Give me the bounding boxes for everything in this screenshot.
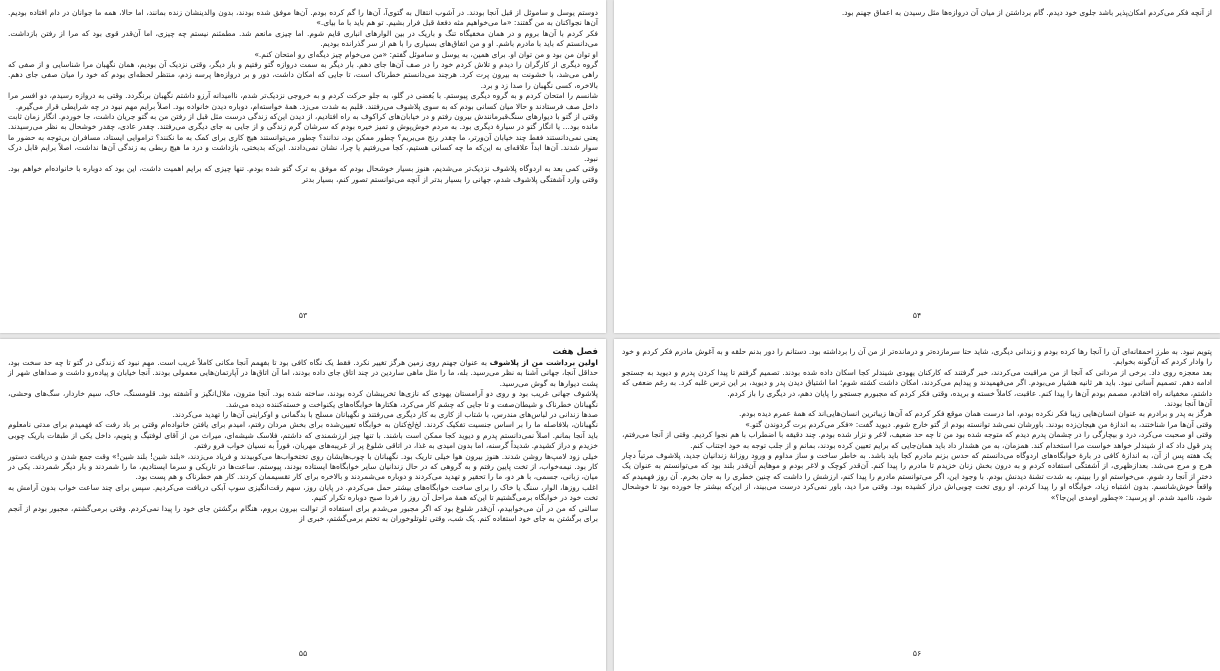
paragraph: یک هفته پس از آن، به اندازهٔ کافی در بارهٔ خوابگاه‌های اردوگاه می‌دانستم که حدس بزنم مادرم کجا باید باشد. به خاطر ساخت و ساز مداوم و ورود روزانهٔ زندانیان جدید، پلاشوف مرتباً دچار هرج و مرج می‌شد. بعدازظهری، از آشفتگی استفاده کردم و به درون بخش زنان خزیدم تا مادرم را پیدا کنم. آن‌قدر کوچک و لاغر بودم و موهایم آن‌قدر بلند بود که می‌توانستم به عنوان یک دختر از آنجا رد شوم. می‌خواستم او را ببینم، به شدت تشنهٔ دیدنش بودم. با وجود این، اگر می‌توانستم مادرم را پیدا کنم، ارزشش را داشت که چنین خطری را به جان بخرم. آن روز فهمیدم که واقعاً خوش‌شانسم. بدون اشتباه زیاد، خوابگاه او را پیدا کردم. او روی تخت چوبی‌اش دراز کشیده بود. وقتی مرا دید، باور نمی‌کرد درست می‌بیند، از این‌که بیشتر جا خورده بود تا خوشحال شود، ناامید شدم. او پرسید: «چطور اومدی این‌جا؟» bbox=[622, 451, 1212, 502]
paragraph: وقتی او صحبت می‌کرد، درد و بیچارگی را در چشمان پدرم دیدم که متوجه شده بود من تا چه حد ضعیف، لاغر و نزار شده بودم. چند دقیقه با اضطراب با هم نجوا کردیم. وقتی از آنجا می‌رفتم، پدر قول داد که از شیندلر خواهد خواست مرا استخدام کند. همزمان، به من هشدار داد باید همان‌جایی که برایم تعیین کرده بودند، بمانم و از جلب توجه به خود اجتناب کنم. bbox=[622, 430, 1212, 450]
page-text bbox=[622, 8, 1212, 18]
paragraph: پلاشوف جهانی غریب بود و روی دو آرامستان یهودی که نازی‌ها تخریبشان کرده بودند، ساخته شده بود. آنجا مترون، ملال‌انگیز و آشفته بود. قلومسنگ، خاک، سیم خاردار، سگ‌های وحشی، نگهبانان خطرناک و شیطان‌صفت و تا جایی که چشم کار می‌کرد، هکتارها خوابگاه‌های یکنواخت و خسته‌کننده دیده می‌شد. bbox=[8, 389, 598, 409]
paragraph: هرگز به پدر و برادرم به عنوان انسان‌هایی زیبا فکر نکرده بودم، اما درست همان موقع فکر کردم که آن‌ها زیباترین انسان‌هایی‌اند که همهٔ عمرم دیده بودم. bbox=[738, 409, 1212, 419]
paragraph: دوستم یوسل و ساموئل از قبل آنجا بودند. در آشوب انتقال به گتوی‌آ، آن‌ها را گم کرده بودم. آن‌ها موفق شده بودند، بدون والدینشان زنده بمانند، اما حالا، همه ما جوانان در دام افتاده بودیم. آن‌ها نجوا‌کنان به من گفتند: «ما می‌خواهیم مثه دفعهٔ قبل فرار بشیم. تو هم باید با ما بیای.» bbox=[8, 8, 598, 28]
paragraph: از آنچه فکر می‌کردم امکان‌پذیر باشد جلوی خود دیدم. گام برداشتن از میان آن دروازه‌ها مثل رسیدن به اعماق جهنم بود. bbox=[841, 8, 1212, 17]
page-54 bbox=[614, 0, 1220, 333]
paragraph: شانسم را امتحان کردم و به گروه دیگری پیوستم. با بُغضی در گلو، به جلو حرکت کردم و به خروجی نزدیک‌تر شدم، ناامیدانه آرزو داشتم نگهبان برنگردد. وقتی به دروازه رسیدم، دو افسر مرا داخل صف فرستادند و حالا میان کسانی بودم که به سوی پلاشوف می‌رفتند. قلبم به شدت می‌زد. همهٔ خواسته‌ام، دوباره دیدن خانواده بود. اصلاً برایم مهم نبود در چه شرایطی قرار می‌گیرم. bbox=[8, 91, 598, 111]
paragraph: بعد معجزه روی داد. برخی از مردانی که آنجا از من مراقبت می‌کردند، خبر گرفتند که کارکنان یهودی شیندلر کجا اسکان داده شده بودند. تصمیم گرفتم تا پیدا کردن پدرم و دیوید به جستجو ادامه دهم. تصمیم آسانی نبود. باید هر ثانیه هشیار می‌بودم. اگر می‌فهمیدند و پیدایم می‌کردند، امکان داشت کشته شوم؛ اما اشتیاق دیدن پدر و دیوید، بر این ترس غلبه کرد. به رغم ضعفی که داشتم، مخفیانه راه افتادم، مصمم بودم آن‌ها را پیدا کنم. عاقبت، کاملاً خسته و بریده، وقتی فکر کردم که مجبورم جستجو را پایان دهم، در دیگری را باز کردم. bbox=[622, 367, 1212, 398]
opening-phrase: اولین برداشت من از پلاشوف bbox=[489, 358, 598, 367]
paragraph: او توان من بود و من توان او. برای همین، به یوسل و ساموئل گفتم: «من می‌خوام چیز دیگه‌ای رو امتحان کنم.» bbox=[254, 49, 598, 59]
paragraph: گروه دیگری از کارگران را دیدم و تلاش کردم خود را در صف آن‌ها جای دهم. بار دیگر به سمت دروازه گتو رفتیم و بار دیگر، وقتی نزدیک آن بودیم، همان نگهبان مرا شناسایی و از صفی که راهی می‌شد، با خشونت به بیرون پرت کرد. هرچند می‌دانستم خطرناک است، تا جایی که امکان داشت، دور و بر دروازه‌ها پرسه زدم، منتظر لحظه‌ای بودم که خود را میان صفی جای دهم. بالاخره، کسی نگهبان را صدا زد و برد. bbox=[8, 60, 598, 90]
paragraph: خیلی زود لامپ‌ها روشن شدند. هنوز بیرون هوا خیلی تاریک بود. نگهبانان با چوب‌هایشان روی تختخواب‌ها می‌کوبیدند و فریاد می‌زدند، «بلند شین! بلند شین!» وقت جمع شدن و دریافت دستور کار بود. نیمه‌خواب، از تخت پایین رفتم و به گروهی که در حال زندانیان سایر خوابگاه‌ها ایستاده بودند، پیوستم. ساعت‌ها در تاریکی و سرما ایستادیم، ما را شمردند و بار دیگر شمردند. یکی در میان، زبانی، جسمی، با هر دو، ما را تحقیر و تهدید می‌کردند و دوباره می‌شمردند و بالاخره برای کار تقسیممان کردند. کار هم خطرناک و هم پست بود. bbox=[8, 451, 598, 482]
page-text bbox=[8, 8, 598, 185]
page-55 bbox=[0, 339, 606, 671]
page-number: ۵۳ bbox=[298, 311, 308, 320]
paragraph: سالنی که من در آن می‌خوابیدم، آن‌قدر شلوغ بود که اگر مجبور می‌شدم برای استفاده از توالت بیرون بروم، هنگام برگشتن جای خود را پیدا نمی‌کردم. وقتی برمی‌گشتم، مجبور بودم از آنجم برای برگشتن به جای خود استفاده کنم. یک شب، وقتی تلوتلوخوران به تختم برمی‌گشتم، خبری از bbox=[8, 503, 598, 524]
paragraph: وقتی از گتو با دیوارهای سنگ‌قبرمانندش بیرون رفتم و در خیابان‌های کراکوف به راه افتادیم، از دیدن این‌که زندگی درست مثل قبل از رفتن من به گتو جریان داشت، جا خوردم. انگار زمان ثابت مانده بود... یا انگار گتو در سیارهٔ دیگری بود. به مردم خوش‌پوش و تمیز خیره بودم که سرشان گرم زندگی و از جایی به جای دیگری می‌رفتند. چقدر عادی، چقدر خوشحال به نظر می‌رسیدند. یعنی نمی‌دانستند فقط چند خیابان آن‌ورتر، ما چقدر رنج می‌بریم؟ چطور ممکن بود، ندانند؟ چطور می‌توانستند هیچ کاری برای کمک به ما نکنند؟ تراموایی ایستاد، مسافران بی‌توجه به حضور ما سوار شدند. آن‌ها ابداً علاقه‌ای به این‌که ما چه کسانی هستیم، کجا می‌رفتیم یا چرا، نشان نمی‌دادند. این‌که بدبختی، بازداشت و درد ما هیچ ربطی به زندگی آن‌ها نداشت، اصلاً برایم قابل درک نبود. bbox=[8, 112, 598, 163]
page-number: ۵۶ bbox=[912, 649, 922, 658]
page-53 bbox=[0, 0, 606, 333]
page-number: ۵۵ bbox=[298, 649, 308, 658]
page-text bbox=[622, 347, 1212, 503]
opening-text: به عنوان جهنم روی زمین هرگز تغییر نکرد. فقط یک نگاه کافی بود تا بفهمم آنجا مکانی کاملاً غریب است. مهم نبود که زندگی در گتو تا چه حد سخت بود، حداقل آنجا، جهانی آشنا به نظر می‌رسید. بله، ما را مثل ماهی ساردین در چند اتاق جای داده بودند، اما آن اتاق‌ها در آپارتمان‌هایی معمولی بودند. آنجا خیابان و پیاده‌رو داشت و صداهای شهر از پشت دیوارها به گوش می‌رسید. bbox=[8, 358, 598, 388]
paragraph: آن‌ها آنجا بودند. bbox=[1164, 399, 1212, 409]
chapter-heading: فصل هفت bbox=[552, 347, 598, 357]
paragraph: فکر کردم با آن‌ها بروم و در همان مخفیگاه تنگ و باریک در بین الوارهای انباری قایم شوم. اما چیزی مانعم شد. مطمئنم نیستم چه چیزی، اما آن‌قدر قوی بود که مرا از رفتن بازداشت. می‌دانستم که باید با مادرم باشم. او و من اتفاق‌های بسیاری را با هم از سر گذرانده بودیم. bbox=[8, 28, 598, 49]
paragraph bbox=[8, 358, 598, 389]
paragraph: اغلب روزها، الوار، سنگ یا خاک را برای ساخت خوابگاه‌های بیشتر حمل می‌کردم. در پایان روز، سهم رقت‌انگیزی سوپ آبکی دریافت می‌کردیم. سپس برای چند ساعت خواب بدون آرامش به تخت خود در خوابگاه برمی‌گشتیم تا این‌که همهٔ مراحل آن روز را فردا صبح دوباره تکرار کنیم. bbox=[8, 482, 598, 503]
page-number: ۵۴ bbox=[912, 311, 922, 320]
page-56 bbox=[614, 339, 1220, 671]
paragraph: نگهبانان، بلافاصله ما را بر اساس جنسیت تفکیک کردند. لخ‌لخ‌کنان به خوابگاه تعیین‌شده برای بخش مردان رفتم، امیدم برای یافتن خانواده‌ام وقتی بر باد رفت که فهمیدم برای مدتی نامعلوم باید آنجا بمانم. اصلاً نمی‌دانستم پدرم و دیوید کجا ممکن است باشند. با تنها چیز ارزشمندی که داشتم، فلاسک شیشه‌ای، میراث من از آقای لوفتیگ و پتویم، داخل یکی از طبقات باریک چوبی خزیدم و دراز کشیدم. شدیداً گرسنه، اما بدون امیدی به غذا، در اتاقی شلوغ پر از غریبه‌های مهربان، فوراً به نسیان خواب فرو رفتم. bbox=[8, 420, 598, 451]
paragraph: پتویم نبود. به طرز احمقانه‌ای آن را آنجا رها کرده بودم و زندانی دیگری، شاید حتا سرمازده‌تر و درمانده‌تر از من آن را برداشته بود. دستانم را دور بدنم حلقه و به آغوش مادرم فکر کردم و خود را وادار کردم که آن‌گونه بخوابم. bbox=[622, 347, 1212, 367]
paragraph: وقتی کمی بعد به اردوگاه پلاشوف نزدیک‌تر می‌شدیم، هنوز بسیار خوشحال بودم که موفق به ترک گتو شده بودم. تنها چیزی که برایم اهمیت داشت، این بود که دوباره با خانواده‌ام خواهم بود. وقتی وارد آشفتگی پلاشوف شدم، جهانی را بسیار بدتر از آنچه می‌توانستم تصور کنم، بسیار بدتر bbox=[8, 164, 598, 184]
page-text bbox=[8, 347, 598, 525]
paragraph: وقتی آن‌ها مرا شناختند، به اندازهٔ من هیجان‌زده بودند. باورشان نمی‌شد توانسته بودم از گتو خارج شوم. دیوید گفت: «فکر می‌کردم برت گردوندن گتو.» bbox=[745, 419, 1212, 429]
paragraph: صدها زندانی در لباس‌های مندرس، با شتاب از کاری به کار دیگری می‌رفتند و نگهبانان مسلح با بدگمانی و اوکراینی آن‌ها را تهدید می‌کردند. bbox=[172, 410, 598, 420]
